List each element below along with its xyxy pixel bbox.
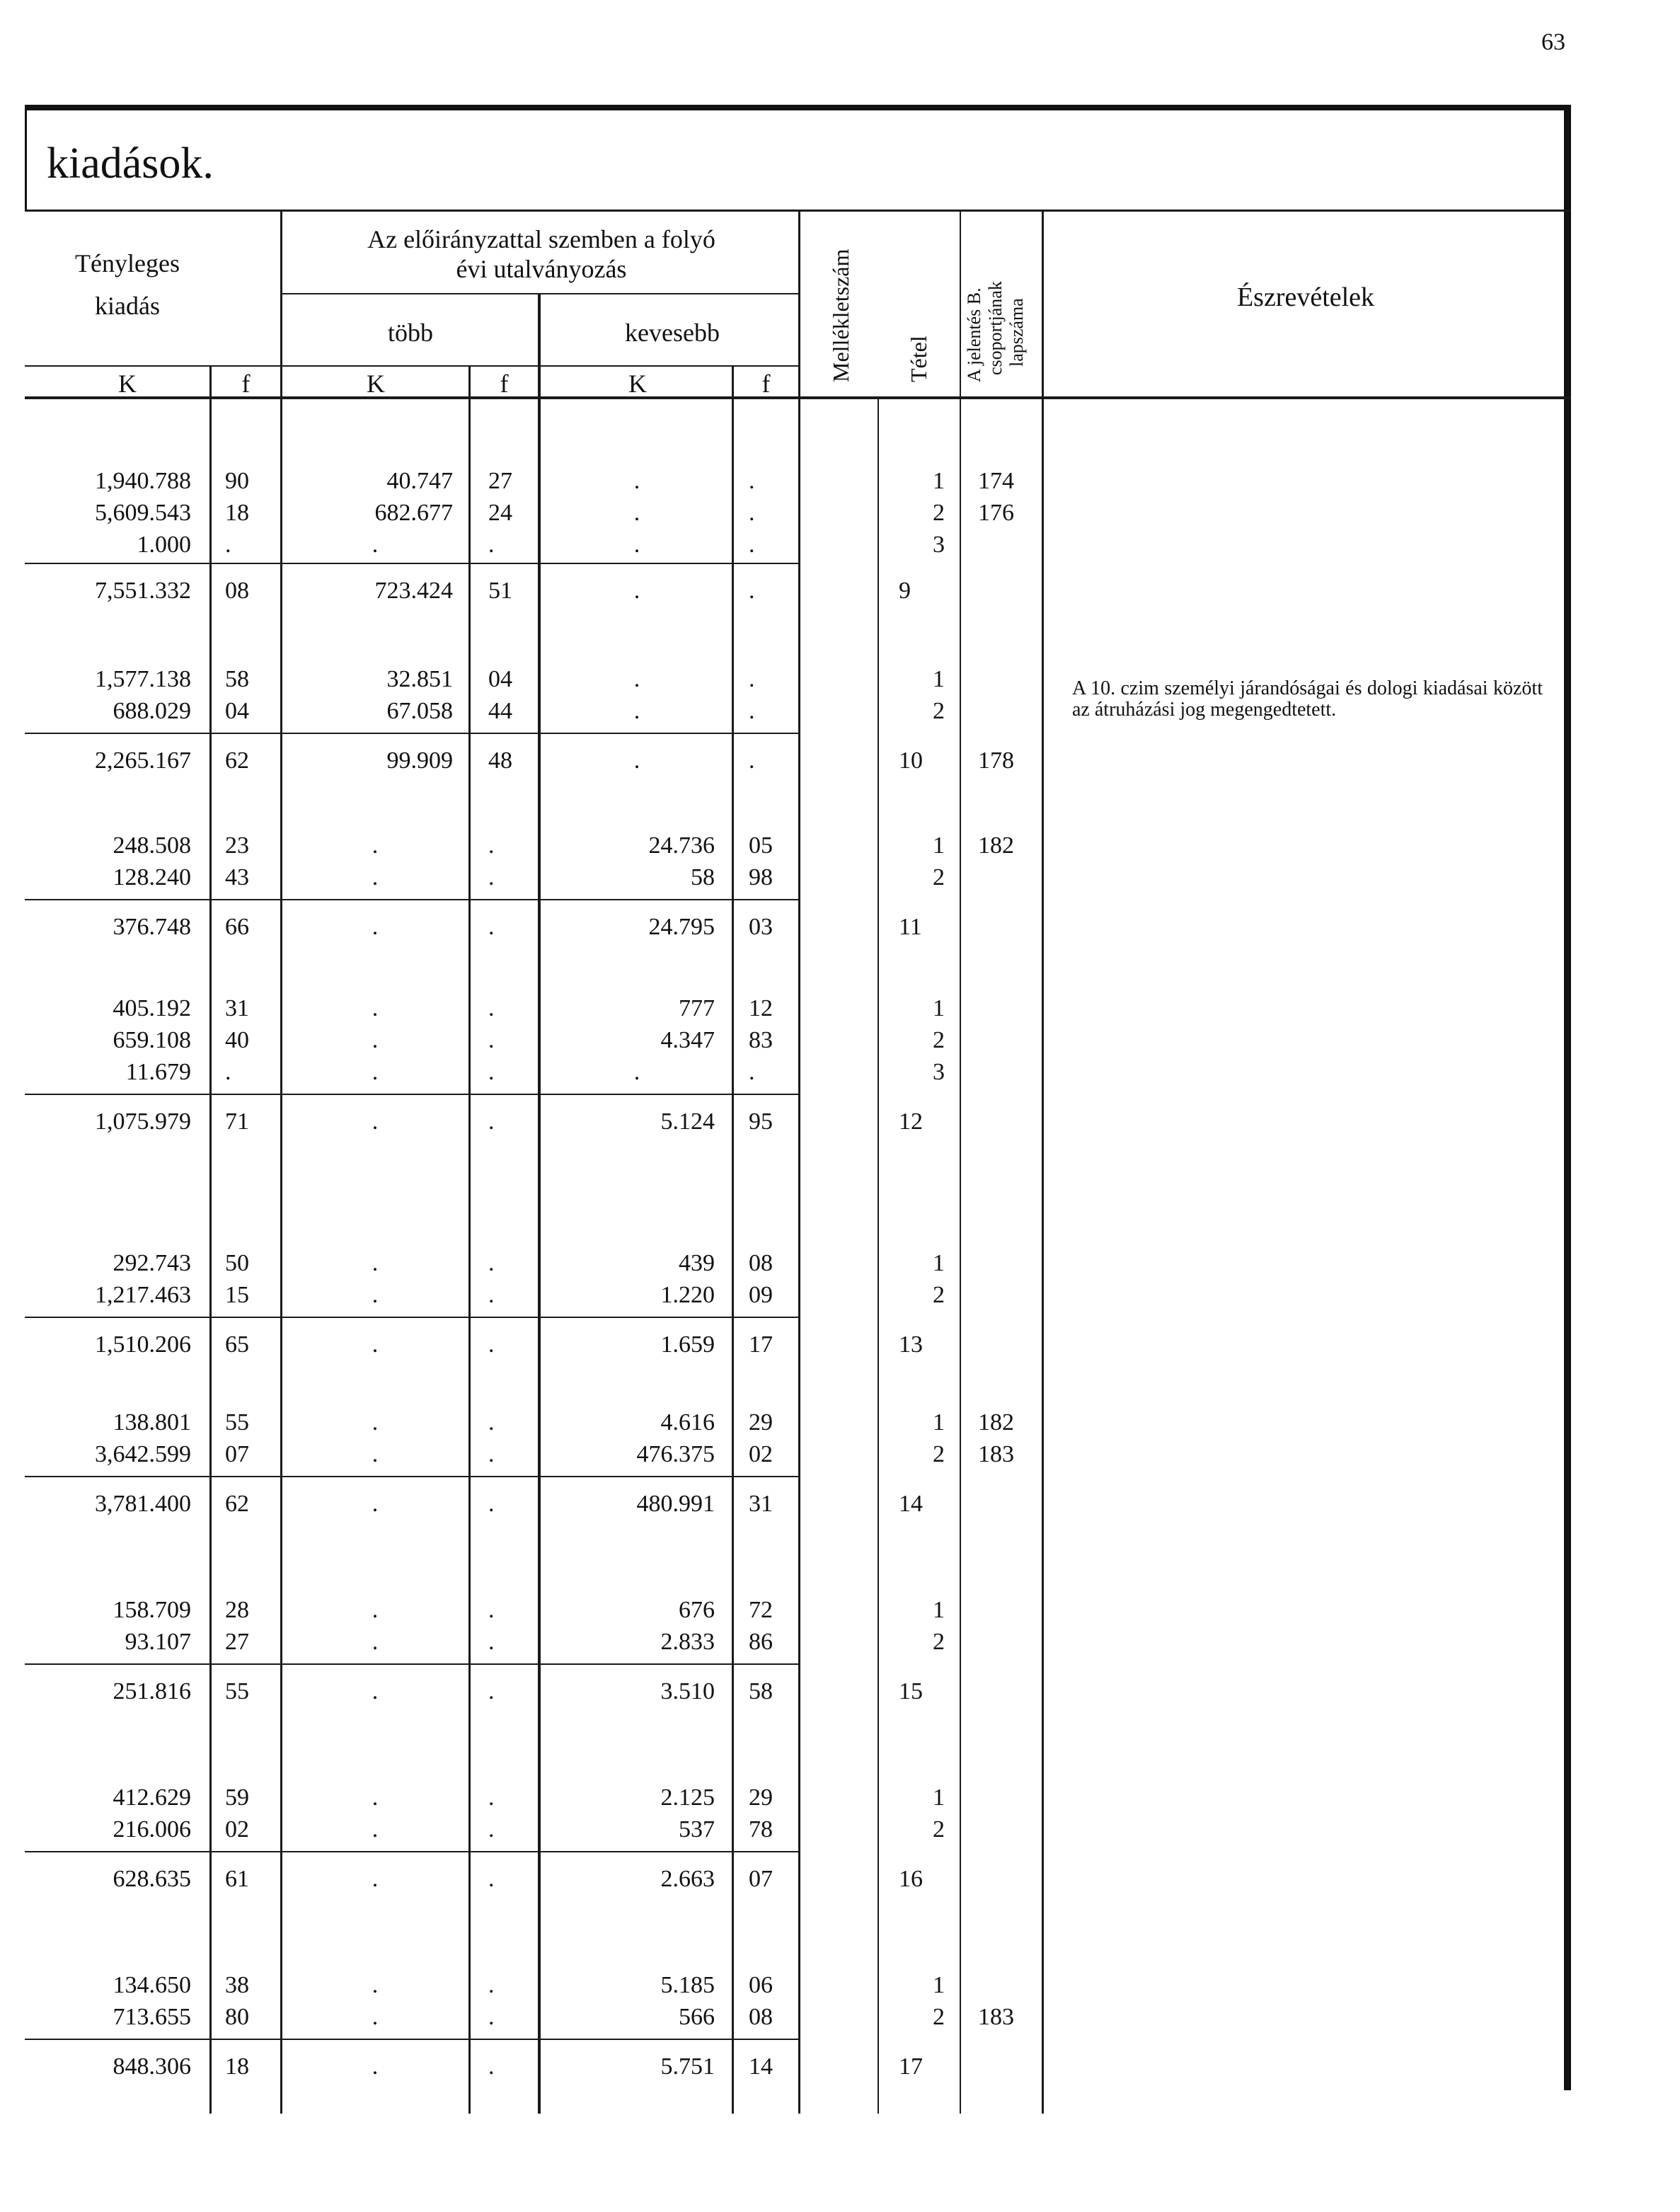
- col-rule-item: [960, 210, 961, 2114]
- cell-actual-f: 04: [225, 698, 249, 724]
- cell-actual-f: 27: [225, 1629, 249, 1655]
- cell-item: 12: [899, 1108, 923, 1135]
- cell-more-f: .: [488, 1282, 495, 1308]
- cell-actual-k: 7,551.332: [95, 578, 191, 604]
- cell-less-f: 02: [749, 1441, 773, 1467]
- cell-less-f: 06: [749, 1972, 773, 1998]
- cell-more-k: 682.677: [374, 500, 453, 526]
- cell-actual-f: 18: [225, 500, 249, 526]
- cell-less-k: 676: [679, 1597, 715, 1623]
- page-number: 63: [1541, 29, 1565, 55]
- cell-item: 2: [933, 500, 945, 526]
- cell-actual-k: 376.748: [113, 914, 191, 940]
- cell-more-k: .: [372, 1409, 379, 1435]
- cell-actual-f: 58: [225, 666, 249, 692]
- header-appendix-number: Mellékletszám: [828, 248, 853, 382]
- cell-more-k: 32.851: [386, 666, 453, 692]
- cell-less-k: 2.125: [660, 1784, 715, 1811]
- cell-actual-f: 65: [225, 1331, 249, 1358]
- cell-more-f: .: [488, 1491, 495, 1517]
- cell-less-f: 03: [749, 914, 773, 940]
- cell-less-k: 777: [679, 995, 715, 1021]
- cell-less-k: 5.185: [660, 1972, 715, 1998]
- cell-actual-f: 07: [225, 1441, 249, 1467]
- cell-actual-k: 158.709: [113, 1597, 191, 1623]
- cell-less-f: .: [749, 666, 755, 692]
- cell-more-k: .: [372, 864, 379, 890]
- cell-actual-f: 15: [225, 1282, 249, 1308]
- cell-more-k: .: [372, 1059, 379, 1085]
- cell-less-k: .: [633, 532, 640, 558]
- header-k-f-rule: [25, 365, 800, 367]
- cell-more-f: .: [488, 1108, 495, 1135]
- cell-actual-f: 55: [225, 1409, 249, 1435]
- page-heading: kiadások.: [47, 139, 214, 188]
- cell-less-f: 95: [749, 1108, 773, 1135]
- cell-actual-k: 5,609.543: [95, 500, 191, 526]
- subtotal-rule: [25, 1851, 800, 1852]
- cell-less-k: 537: [679, 1816, 715, 1843]
- cell-less-k: 480.991: [636, 1491, 715, 1517]
- cell-actual-f: 02: [225, 1816, 249, 1843]
- cell-more-f: .: [488, 1784, 495, 1811]
- col-rule-f2: [538, 293, 541, 2114]
- cell-more-f: .: [488, 1331, 495, 1358]
- cell-actual-k: 2,265.167: [95, 747, 191, 774]
- cell-item: 2: [933, 1629, 945, 1655]
- cell-less-k: 24.736: [648, 832, 715, 859]
- cell-more-f: .: [488, 864, 495, 890]
- subtotal-rule: [25, 1317, 800, 1318]
- top-rule: [25, 105, 1571, 110]
- subtotal-rule: [25, 733, 800, 734]
- cell-more-k: 99.909: [386, 747, 453, 774]
- cell-actual-f: 62: [225, 747, 249, 774]
- cell-actual-f: 90: [225, 468, 249, 494]
- cell-more-k: .: [372, 1331, 379, 1358]
- cell-more-f: .: [488, 2053, 495, 2080]
- header-comparison-2: évi utalványozás: [456, 255, 627, 283]
- header-comparison-1: Az előirányzattal szemben a folyó: [367, 225, 715, 253]
- cell-report-page: 174: [978, 468, 1014, 494]
- cell-less-f: .: [749, 698, 755, 724]
- cell-less-k: 3.510: [660, 1678, 715, 1704]
- cell-more-f: 24: [488, 500, 512, 526]
- header-actual-1: Tényleges: [75, 249, 180, 277]
- cell-item: 9: [899, 578, 911, 604]
- cell-less-f: 29: [749, 1409, 773, 1435]
- header-f-3: f: [761, 369, 771, 398]
- cell-less-k: 1.220: [660, 1282, 715, 1308]
- cell-item: 2: [933, 1027, 945, 1053]
- cell-item: 1: [933, 1784, 945, 1811]
- cell-less-k: .: [633, 1059, 640, 1085]
- cell-less-k: 1.659: [660, 1331, 715, 1358]
- cell-actual-f: .: [225, 1059, 231, 1085]
- col-rule-f1: [280, 210, 282, 2114]
- subtotal-rule: [25, 2039, 800, 2040]
- cell-item: 2: [933, 698, 945, 724]
- cell-actual-k: 93.107: [125, 1629, 191, 1655]
- cell-item: 10: [899, 747, 923, 774]
- cell-less-f: 86: [749, 1629, 773, 1655]
- cell-actual-k: 128.240: [113, 864, 191, 890]
- cell-less-k: 476.375: [636, 1441, 715, 1467]
- cell-item: 1: [933, 1250, 945, 1276]
- cell-more-f: .: [488, 1816, 495, 1843]
- cell-less-k: .: [633, 698, 640, 724]
- cell-more-k: .: [372, 1866, 379, 1892]
- cell-more-f: .: [488, 1678, 495, 1704]
- cell-less-k: .: [633, 468, 640, 494]
- cell-item: 1: [933, 468, 945, 494]
- cell-actual-f: 28: [225, 1597, 249, 1623]
- left-frame-line: [25, 105, 27, 211]
- cell-item: 15: [899, 1678, 923, 1704]
- cell-item: 1: [933, 1597, 945, 1623]
- cell-more-f: .: [488, 1866, 495, 1892]
- cell-actual-k: 848.306: [113, 2053, 191, 2080]
- cell-actual-f: 62: [225, 1491, 249, 1517]
- cell-actual-k: 251.816: [113, 1678, 191, 1704]
- cell-more-k: 723.424: [374, 578, 453, 604]
- cell-less-f: .: [749, 1059, 755, 1085]
- cell-item: 2: [933, 1441, 945, 1467]
- cell-more-f: .: [488, 1629, 495, 1655]
- cell-item: 1: [933, 666, 945, 692]
- cell-item: 13: [899, 1331, 923, 1358]
- cell-more-f: 44: [488, 698, 512, 724]
- cell-actual-f: 80: [225, 2004, 249, 2030]
- cell-item: 14: [899, 1491, 923, 1517]
- cell-more-k: 40.747: [386, 468, 453, 494]
- header-remarks: Észrevételek: [1236, 282, 1375, 312]
- cell-item: 1: [933, 1409, 945, 1435]
- cell-item: 1: [933, 1972, 945, 1998]
- cell-less-f: .: [749, 578, 755, 604]
- cell-item: 17: [899, 2053, 923, 2080]
- cell-more-k: .: [372, 1678, 379, 1704]
- header-item: Tétel: [906, 336, 931, 382]
- cell-less-f: 29: [749, 1784, 773, 1811]
- cell-more-k: 67.058: [386, 698, 453, 724]
- cell-more-f: .: [488, 2004, 495, 2030]
- cell-less-k: 439: [679, 1250, 715, 1276]
- subtotal-rule: [25, 563, 800, 564]
- cell-more-f: .: [488, 1441, 495, 1467]
- cell-more-k: .: [372, 995, 379, 1021]
- cell-more-f: .: [488, 995, 495, 1021]
- cell-more-f: .: [488, 1027, 495, 1053]
- header-k-1: K: [118, 369, 137, 398]
- cell-less-k: 24.795: [648, 914, 715, 940]
- cell-less-f: 08: [749, 2004, 773, 2030]
- cell-actual-k: 412.629: [113, 1784, 191, 1811]
- subtotal-rule: [25, 1094, 800, 1095]
- cell-item: 2: [933, 864, 945, 890]
- cell-actual-k: 248.508: [113, 832, 191, 859]
- cell-more-k: .: [372, 1972, 379, 1998]
- cell-less-f: .: [749, 747, 755, 774]
- cell-actual-k: 1.000: [137, 532, 191, 558]
- cell-more-k: .: [372, 1629, 379, 1655]
- header-f-1: f: [241, 369, 251, 398]
- cell-less-f: 17: [749, 1331, 773, 1358]
- cell-actual-f: 38: [225, 1972, 249, 1998]
- cell-actual-k: 1,217.463: [95, 1282, 191, 1308]
- col-rule-page: [1042, 210, 1044, 2114]
- cell-report-page: 182: [978, 1409, 1014, 1435]
- cell-actual-f: 23: [225, 832, 249, 859]
- col-rule-appendix: [878, 396, 879, 2114]
- cell-more-f: 04: [488, 666, 512, 692]
- cell-less-f: 09: [749, 1282, 773, 1308]
- cell-actual-f: 18: [225, 2053, 249, 2080]
- cell-actual-k: 3,642.599: [95, 1441, 191, 1467]
- cell-report-page: 183: [978, 1441, 1014, 1467]
- cell-less-k: .: [633, 500, 640, 526]
- cell-less-f: 08: [749, 1250, 773, 1276]
- cell-actual-k: 405.192: [113, 995, 191, 1021]
- cell-report-page: 182: [978, 832, 1014, 859]
- cell-actual-k: 216.006: [113, 1816, 191, 1843]
- header-f-2: f: [500, 369, 509, 398]
- cell-report-page: 183: [978, 2004, 1014, 2030]
- header-more: több: [387, 319, 433, 347]
- cell-more-f: 48: [488, 747, 512, 774]
- cell-item: 2: [933, 1816, 945, 1843]
- cell-more-k: .: [372, 1250, 379, 1276]
- cell-actual-k: 138.801: [113, 1409, 191, 1435]
- cell-item: 11: [899, 914, 922, 940]
- cell-less-f: 07: [749, 1866, 773, 1892]
- cell-more-k: .: [372, 1597, 379, 1623]
- cell-less-f: 12: [749, 995, 773, 1021]
- cell-less-k: .: [633, 666, 640, 692]
- cell-less-k: 5.751: [660, 2053, 715, 2080]
- header-k-2: K: [367, 369, 385, 398]
- cell-actual-k: 1,577.138: [95, 666, 191, 692]
- cell-more-f: .: [488, 1597, 495, 1623]
- cell-more-f: .: [488, 832, 495, 859]
- cell-actual-f: 61: [225, 1866, 249, 1892]
- cell-more-k: .: [372, 532, 379, 558]
- cell-actual-f: 66: [225, 914, 249, 940]
- cell-actual-k: 11.679: [125, 1059, 191, 1085]
- cell-actual-f: 43: [225, 864, 249, 890]
- cell-report-page: 176: [978, 500, 1014, 526]
- header-more-less-rule: [282, 293, 800, 294]
- header-k-3: K: [628, 369, 647, 398]
- cell-more-k: .: [372, 832, 379, 859]
- cell-actual-k: 1,510.206: [95, 1331, 191, 1358]
- cell-item: 3: [933, 1059, 945, 1085]
- cell-actual-k: 292.743: [113, 1250, 191, 1276]
- cell-item: 1: [933, 832, 945, 859]
- cell-actual-k: 134.650: [113, 1972, 191, 1998]
- cell-more-k: .: [372, 914, 379, 940]
- cell-report-page: 178: [978, 747, 1014, 774]
- cell-less-k: 5.124: [660, 1108, 715, 1135]
- cell-less-f: 58: [749, 1678, 773, 1704]
- header-actual-2: kiadás: [95, 292, 160, 320]
- cell-more-f: .: [488, 1409, 495, 1435]
- cell-actual-k: 628.635: [113, 1866, 191, 1892]
- cell-more-k: .: [372, 1816, 379, 1843]
- cell-more-f: .: [488, 1059, 495, 1085]
- cell-item: 1: [933, 995, 945, 1021]
- cell-item: 2: [933, 1282, 945, 1308]
- cell-more-f: 27: [488, 468, 512, 494]
- cell-less-k: 4.616: [660, 1409, 715, 1435]
- cell-more-f: .: [488, 914, 495, 940]
- header-report-page-3: lapszáma: [1006, 298, 1027, 367]
- header-less: kevesebb: [625, 319, 720, 347]
- cell-actual-f: .: [225, 532, 231, 558]
- cell-less-f: .: [749, 468, 755, 494]
- cell-item: 2: [933, 2004, 945, 2030]
- cell-actual-f: 50: [225, 1250, 249, 1276]
- cell-less-f: 05: [749, 832, 773, 859]
- cell-more-k: .: [372, 1027, 379, 1053]
- cell-less-k: 2.833: [660, 1629, 715, 1655]
- right-frame-line: [1564, 105, 1571, 2090]
- cell-actual-f: 59: [225, 1784, 249, 1811]
- cell-more-k: .: [372, 1784, 379, 1811]
- cell-less-k: 58: [691, 864, 715, 890]
- cell-actual-f: 31: [225, 995, 249, 1021]
- cell-more-k: .: [372, 2004, 379, 2030]
- cell-less-f: 14: [749, 2053, 773, 2080]
- cell-actual-k: 3,781.400: [95, 1491, 191, 1517]
- cell-less-f: 31: [749, 1491, 773, 1517]
- cell-more-f: .: [488, 1972, 495, 1998]
- header-report-page-1: A jelentés B.: [964, 287, 984, 382]
- cell-more-k: .: [372, 1282, 379, 1308]
- cell-more-k: .: [372, 1108, 379, 1135]
- cell-actual-f: 71: [225, 1108, 249, 1135]
- cell-item: 3: [933, 532, 945, 558]
- cell-actual-f: 40: [225, 1027, 249, 1053]
- cell-less-f: 83: [749, 1027, 773, 1053]
- cell-less-f: 98: [749, 864, 773, 890]
- subtotal-rule: [25, 1663, 800, 1665]
- cell-less-f: .: [749, 532, 755, 558]
- subtotal-rule: [25, 1476, 800, 1477]
- cell-less-k: 2.663: [660, 1866, 715, 1892]
- cell-actual-k: 1,940.788: [95, 468, 191, 494]
- header-report-page-2: csoportjának: [985, 281, 1006, 375]
- cell-less-k: .: [633, 747, 640, 774]
- cell-actual-f: 55: [225, 1678, 249, 1704]
- cell-actual-k: 1,075.979: [95, 1108, 191, 1135]
- cell-actual-k: 659.108: [113, 1027, 191, 1053]
- cell-actual-k: 688.029: [113, 698, 191, 724]
- cell-less-k: 4.347: [660, 1027, 715, 1053]
- cell-more-k: .: [372, 1441, 379, 1467]
- cell-less-f: .: [749, 500, 755, 526]
- cell-more-k: .: [372, 1491, 379, 1517]
- cell-more-k: .: [372, 2053, 379, 2080]
- cell-less-k: 566: [679, 2004, 715, 2030]
- cell-actual-k: 713.655: [113, 2004, 191, 2030]
- cell-less-f: 72: [749, 1597, 773, 1623]
- cell-more-f: 51: [488, 578, 512, 604]
- cell-more-f: .: [488, 532, 495, 558]
- subtotal-rule: [25, 899, 800, 900]
- cell-less-f: 78: [749, 1816, 773, 1843]
- cell-less-k: .: [633, 578, 640, 604]
- cell-item: 16: [899, 1866, 923, 1892]
- remark-text: A 10. czim személyi járandóságai és dologi kiadásai között az átruházási jog megengedtetett.: [1072, 677, 1543, 721]
- cell-actual-f: 08: [225, 578, 249, 604]
- cell-more-f: .: [488, 1250, 495, 1276]
- col-rule-f3: [798, 210, 800, 2114]
